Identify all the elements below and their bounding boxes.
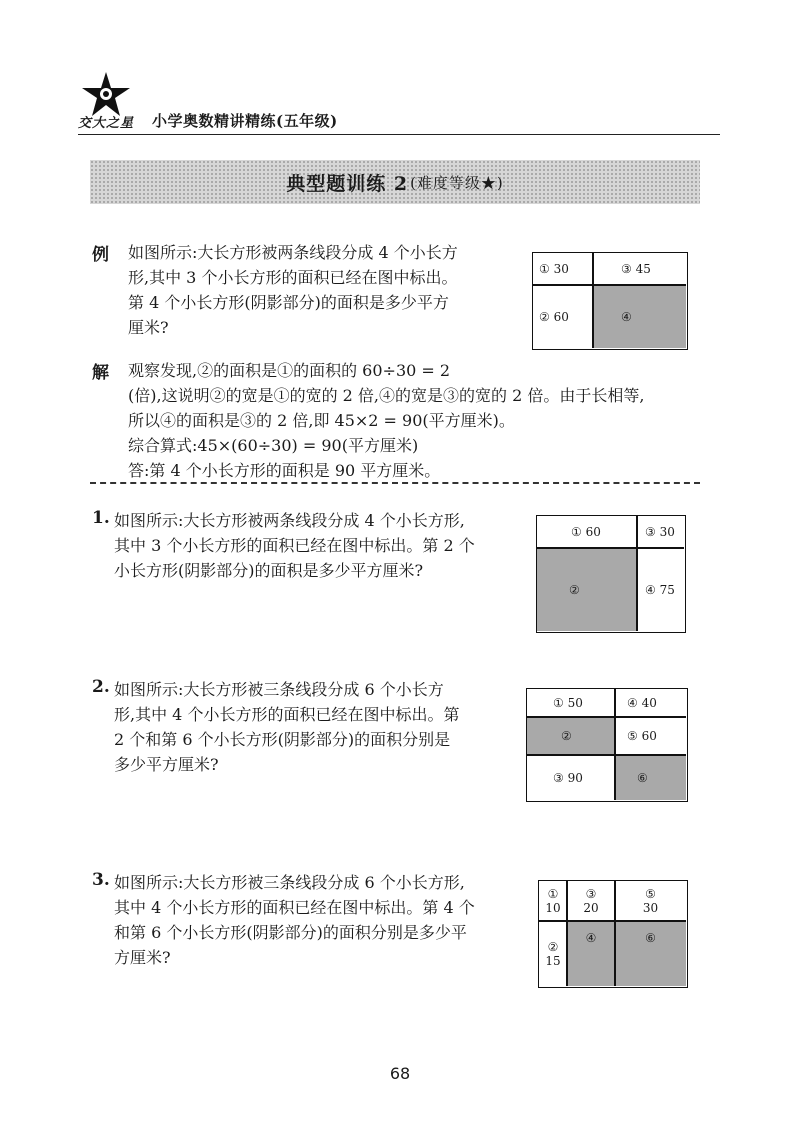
- diagram-cell: [615, 881, 686, 921]
- problem-number: 1.: [92, 508, 110, 528]
- problem-number: 2.: [92, 677, 110, 697]
- text-line: 综合算式:45×(60÷30) = 90(平方厘米): [128, 436, 419, 455]
- diagram-cell-shaded: ②: [527, 717, 615, 755]
- diagram-cell: ④ 75: [645, 582, 675, 597]
- solution-marker: 解: [92, 363, 109, 383]
- text-line: 如图所示:大长方形被两条线段分成 4 个小长方: [128, 243, 458, 262]
- text-line: 如图所示:大长方形被三条线段分成 6 个小长方形,: [114, 873, 465, 892]
- problem-1-diagram: [536, 515, 686, 633]
- text-line: 如图所示:大长方形被三条线段分成 6 个小长方: [114, 680, 444, 699]
- problem-number: 3.: [92, 870, 110, 890]
- divider-line: [537, 547, 684, 549]
- diagram-cell: ③ 30: [645, 525, 675, 539]
- divider-line: [614, 689, 616, 800]
- text-line: 如图所示:大长方形被两条线段分成 4 个小长方形,: [114, 511, 465, 530]
- diagram-cell: ① 50: [553, 696, 583, 710]
- divider-line: [566, 881, 568, 986]
- cell-number: ⑤: [645, 887, 656, 901]
- cell-number: ②: [547, 939, 559, 954]
- cell-number: ⑥: [645, 931, 656, 945]
- text-line: 形,其中 3 个小长方形的面积已经在图中标出。: [128, 268, 458, 287]
- diagram-cell: [567, 881, 615, 921]
- brand-name: 交大之星: [78, 116, 135, 131]
- problem-text: [114, 508, 475, 583]
- text-line: 方厘米?: [114, 948, 171, 967]
- page-number: 68: [389, 1064, 411, 1083]
- example-text: [128, 240, 458, 340]
- diagram-cell-shaded: ⑥: [615, 755, 686, 800]
- diagram-cell-shaded: ④: [593, 285, 686, 348]
- divider-line: [539, 920, 686, 922]
- text-line: 答:第 4 个小长方形的面积是 90 平方厘米。: [128, 461, 441, 480]
- problem-2-diagram: [526, 688, 688, 802]
- section-title: 典型题训练 2: [286, 172, 409, 195]
- problem-text: [114, 870, 475, 970]
- solution-text: [128, 358, 644, 483]
- text-line: 其中 3 个小长方形的面积已经在图中标出。第 2 个: [114, 536, 475, 555]
- divider-line: [636, 516, 638, 631]
- cell-value: 20: [583, 901, 599, 915]
- text-line: 第 4 个小长方形(阴影部分)的面积是多少平方: [128, 293, 449, 312]
- dashed-separator: [90, 482, 700, 484]
- divider-line: [527, 754, 686, 756]
- cell-value: 15: [545, 953, 561, 968]
- cell-number: ③: [585, 887, 597, 901]
- header-divider: [78, 134, 720, 135]
- text-line: 2 个和第 6 个小长方形(阴影部分)的面积分别是: [114, 730, 451, 749]
- diagram-cell: ③ 45: [621, 262, 651, 276]
- divider-line: [614, 881, 616, 986]
- diagram-cell: ⑤ 60: [627, 729, 657, 743]
- diagram-cell: ④ 40: [627, 696, 657, 710]
- cell-number: ④: [585, 931, 597, 945]
- diagram-cell-shaded: [567, 921, 615, 986]
- book-title: 小学奥数精讲精练(五年级): [152, 112, 338, 130]
- text-line: (倍),这说明②的宽是①的宽的 2 倍,④的宽是③的宽的 2 倍。由于长相等,: [128, 386, 645, 405]
- cell-number: ①: [547, 887, 559, 901]
- diagram-cell-shaded: [615, 921, 686, 986]
- divider-line: [592, 253, 594, 348]
- problem-3-diagram: [538, 880, 688, 988]
- text-line: 厘米?: [128, 318, 169, 337]
- text-line: 其中 4 个小长方形的面积已经在图中标出。第 4 个: [114, 898, 475, 917]
- section-banner: [90, 160, 700, 204]
- text-line: 形,其中 4 个小长方形的面积已经在图中标出。第: [114, 705, 460, 724]
- example-marker: 例: [92, 245, 109, 265]
- cell-value: 30: [642, 901, 659, 915]
- diagram-cell-shaded: ②: [537, 548, 637, 631]
- text-line: 多少平方厘米?: [114, 755, 219, 774]
- divider-line: [533, 284, 686, 286]
- section-difficulty: (难度等级★): [410, 173, 504, 192]
- text-line: 观察发现,②的面积是①的面积的 60÷30 = 2: [128, 361, 451, 380]
- diagram-cell: [539, 881, 567, 921]
- cell-value: 10: [545, 901, 561, 915]
- diagram-cell: ① 30: [539, 262, 569, 276]
- text-line: 和第 6 个小长方形(阴影部分)的面积分别是多少平: [114, 923, 467, 942]
- diagram-cell: [539, 921, 567, 986]
- diagram-cell: ③ 90: [553, 770, 583, 785]
- divider-line: [527, 716, 686, 718]
- text-line: 所以④的面积是③的 2 倍,即 45×2 = 90(平方厘米)。: [128, 411, 515, 430]
- problem-text: [114, 677, 459, 777]
- diagram-cell: ② 60: [539, 309, 569, 324]
- example-diagram: [532, 252, 688, 350]
- diagram-cell: ① 60: [571, 525, 601, 539]
- text-line: 小长方形(阴影部分)的面积是多少平方厘米?: [114, 561, 424, 580]
